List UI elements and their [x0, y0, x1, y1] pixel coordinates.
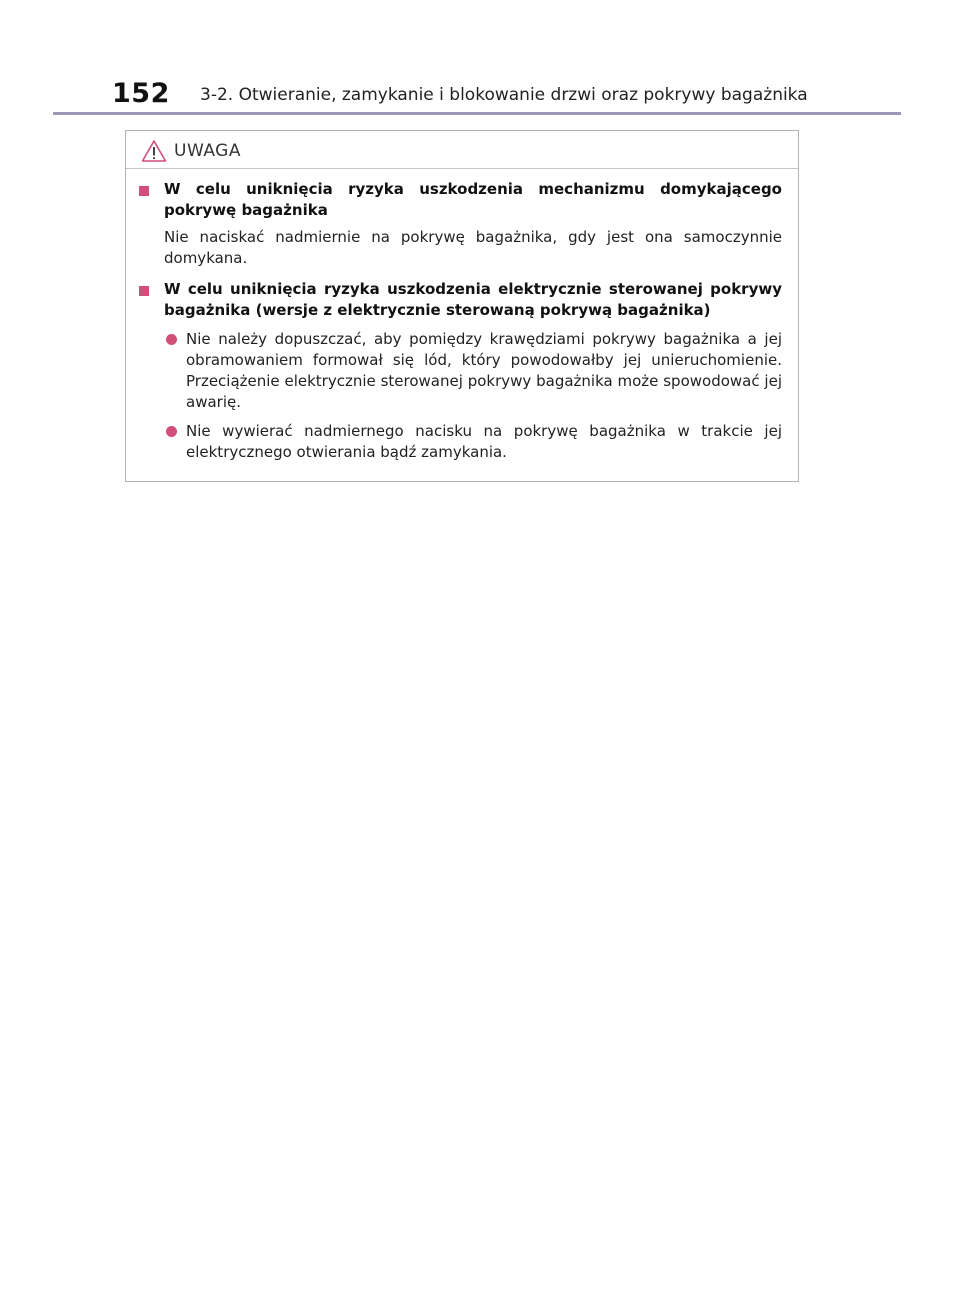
warning-label: UWAGA: [174, 141, 241, 161]
chapter-title: 3-2. Otwieranie, zamykanie i blokowanie drzwi oraz pokrywy bagażnika: [200, 85, 808, 105]
warning-item-title: W celu uniknięcia ryzyka uszkodzenia elektrycznie sterowanej pokrywy bagażnika (wersje z elektrycznie sterowaną pokrywą bagażnika): [164, 280, 782, 319]
warning-box: [125, 130, 799, 482]
warning-content: [126, 179, 798, 463]
warning-subitem: [164, 421, 782, 463]
warning-subitem-text: Nie należy dopuszczać, aby pomiędzy krawędziami pokrywy bagażnika a jej obramowaniem formował się lód, który powodowałby jej unieruchomienie. Przeciążenie elektrycznie sterowanej pokrywy bagażnika może spowodować jej awarię.: [186, 330, 782, 411]
page-number: 152: [112, 78, 170, 109]
header-divider: [53, 112, 901, 115]
warning-triangle-icon: [141, 139, 167, 163]
warning-item: [126, 179, 798, 269]
circle-bullet-icon: [166, 426, 177, 437]
circle-bullet-icon: [166, 334, 177, 345]
warning-header: [126, 131, 798, 169]
page-header: [0, 0, 960, 116]
square-bullet-icon: [139, 286, 149, 296]
warning-item: [126, 279, 798, 463]
warning-item-body: Nie naciskać nadmiernie na pokrywę bagażnika, gdy jest ona samoczynnie domykana.: [164, 228, 782, 267]
warning-subitem: [164, 329, 782, 413]
square-bullet-icon: [139, 186, 149, 196]
warning-item-title: W celu uniknięcia ryzyka uszkodzenia mechanizmu domykającego pokrywę bagażnika: [164, 180, 782, 219]
warning-subitem-text: Nie wywierać nadmiernego nacisku na pokrywę bagażnika w trakcie jej elektrycznego otwierania bądź zamykania.: [186, 422, 782, 461]
